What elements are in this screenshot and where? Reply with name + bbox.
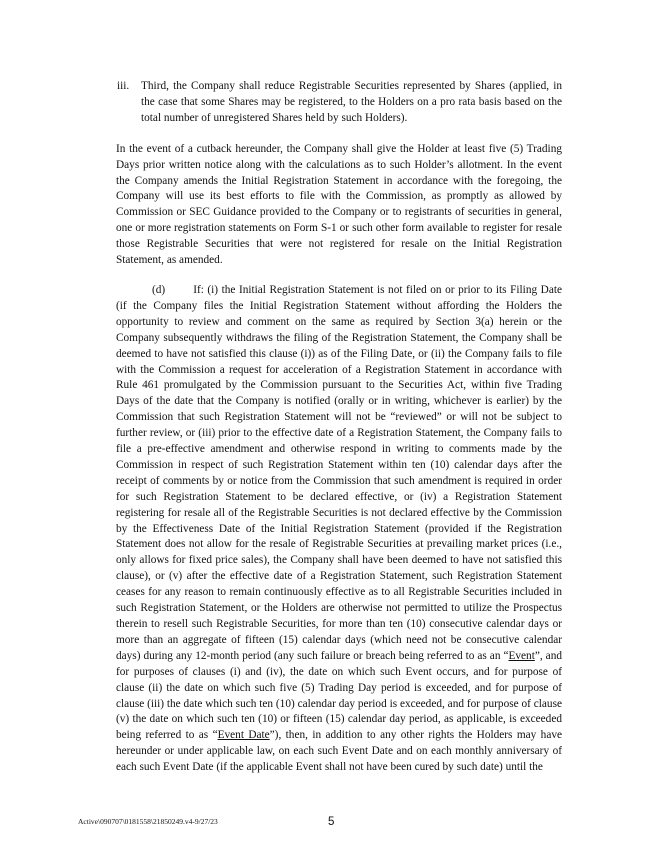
paragraph-cutback: In the event of a cutback hereunder, the Company shall give the Holder at least five (5) Trading Days prior written notice along with the calculations as to such Holder’s allotment. In the event the Company amends the Initial Registration Statement in accordance with the foregoing, the Company will use its best efforts to file with the Commission, as promptly as allowed by Commission or SEC Guidance provided to the Company or to registrants of securities in general, one or more registration statements on Form S-1 or such other form available to register for resale those Registrable Securities that were not registered for resale on the Initial Registration Statement, as amended. [116,142,562,267]
paragraph-d-part3: ”), then, in addition to any other rights the Holders may have hereunder or under applicable law, on each such Event Date and on each monthly anniversary of each such Event Date (if the applicable Event shall not have been cured by such date) until the [116,729,562,774]
list-item-iii-text: Third, the Company shall reduce Registrable Securities represented by Shares (applied, in the case that some Shares may be registered, to the Holders on a pro rata basis based on the total number of unregistered Shares held by such Holders). [141,80,562,124]
list-item-iii [117,79,562,127]
footer-document-id: Active\090707\0181558\21850249.v4-9/27/23 [78,817,218,826]
paragraph-d-part2: ”, and for purposes of clauses (i) and (iv), the date on which such Event occurs, and for purpose of clause (ii) the date on which such five (5) Trading Day period is exceeded, and for purpose of clause (iii) the date which such ten (10) calendar day period is exceeded, and for purpose of clause (v) the date on which such ten (10) or fifteen (15) calendar day period, as applicable, is exceeded being referred to as “ [116,649,562,742]
document-body [116,79,562,776]
page-number: 5 [328,816,335,828]
paragraph-d-part1: If: (i) the Initial Registration Statement is not filed on or prior to its Filing Date (if the Company files the Initial Registration Statement without affording the Holders the opportunity to review and comment on the same as required by Section 3(a) herein or the Company subsequently withdraws the filing of the Registration Statement, the Company shall be deemed to have not satisfied this clause (i)) as of the Filing Date, or (ii) the Company fails to file with the Commission a request for acceleration of a Registration Statement in accordance with Rule 461 promulgated by the Commission pursuant to the Securities Act, within five Trading Days of the date that the Company is notified (orally or in writing, whichever is earlier) by the Commission that such Registration Statement will not be “reviewed” or will not be subject to further review, or (iii) prior to the effective date of a Registration Statement, the Company fails to file a pre-effective amendment and otherwise respond in writing to comments made by the Commission in respect of such Registration Statement within ten (10) calendar days after the receipt of comments by or notice from the Commission that such amendment is required in order for such Registration Statement to be declared effective, or (iv) a Registration Statement registering for resale all of the Registrable Securities is not declared effective by the Commission by the Effectiveness Date of the Initial Registration Statement (provided if the Registration Statement does not allow for the resale of Registrable Securities at prevailing market prices (i.e., only allows for fixed price sales), the Company shall have been deemed to have not satisfied this clause), or (v) after the effective date of a Registration Statement, such Registration Statement ceases for any reason to remain continuously effective as to all Registrable Securities included in such Registration Statement, or the Holders are otherwise not permitted to utilize the Prospectus therein to resell such Registrable Securities, for more than ten (10) consecutive calendar days or more than an aggregate of fifteen (15) calendar days (which need not be consecutive calendar days) during any 12-month period (any such failure or breach being referred to as an “ [116,283,562,662]
paragraph-d-label: (d) [152,283,166,296]
paragraph-d [116,283,562,776]
defined-term-event: Event [508,649,535,662]
list-marker-iii: iii. [117,80,130,92]
defined-term-event-date: Event Date [217,729,270,742]
